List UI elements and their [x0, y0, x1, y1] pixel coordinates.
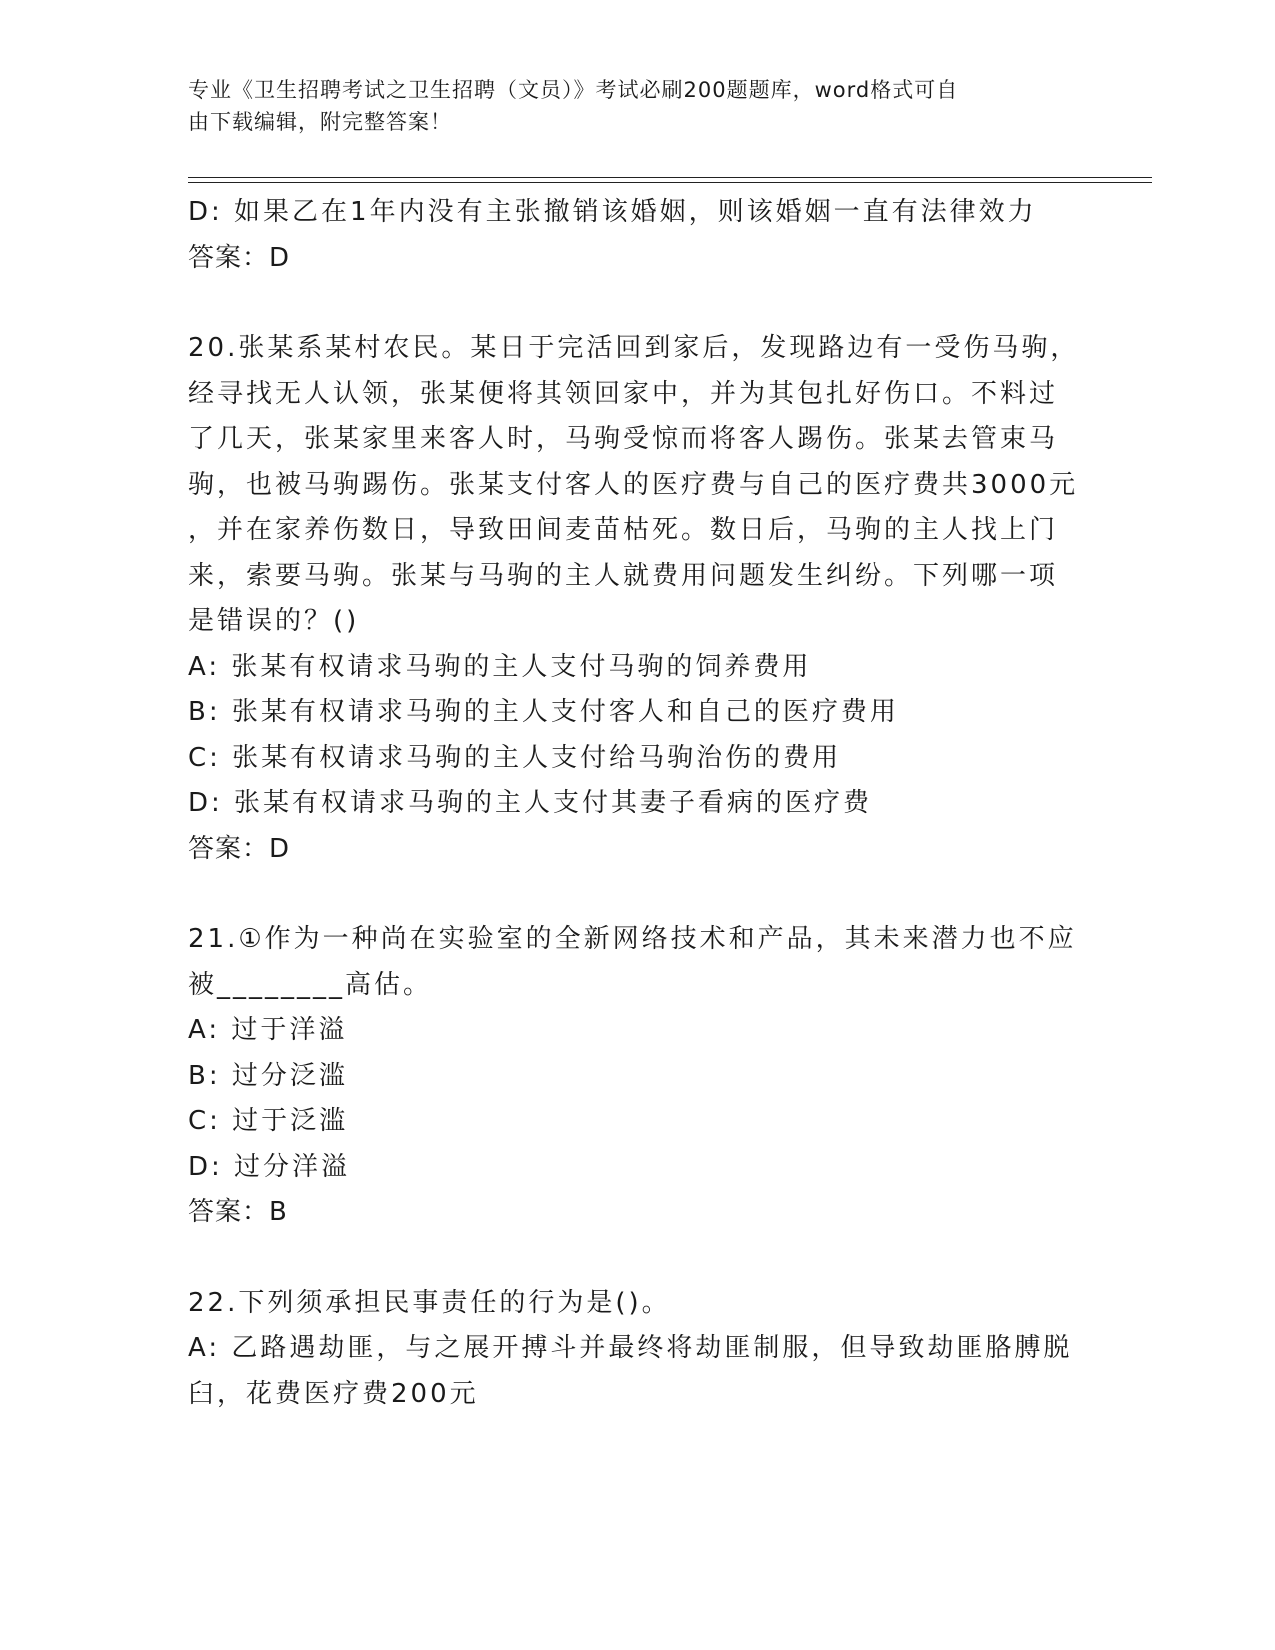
spacer	[188, 1236, 1088, 1281]
question-21	[188, 917, 1088, 1236]
question-stem-line: 22.下列须承担民事责任的行为是()。	[188, 1287, 671, 1318]
answer-line: 答案：D	[188, 833, 291, 864]
option-a: A: 张某有权请求马驹的主人支付马驹的饲养费用	[188, 651, 812, 682]
header-rule-bottom	[188, 182, 1152, 183]
header-line-2: 由下载编辑，附完整答案！	[188, 110, 452, 134]
option-b: B: 过分泛滥	[188, 1060, 348, 1091]
question-stem-line: 驹，也被马驹踢伤。张某支付客人的医疗费与自己的医疗费共3000元	[188, 469, 1079, 500]
question-stem-line: 是错误的？()	[188, 606, 360, 636]
option-c: C: 张某有权请求马驹的主人支付给马驹治伤的费用	[188, 742, 842, 773]
option-a-continued: 臼，花费医疗费200元	[188, 1378, 479, 1409]
question-20	[188, 326, 1088, 872]
question-stem-line: ，并在家养伤数日，导致田间麦苗枯死。数日后，马驹的主人找上门	[188, 515, 1059, 545]
option-b: B: 张某有权请求马驹的主人支付客人和自己的医疗费用	[188, 697, 899, 727]
question-stem-line: 经寻找无人认领，张某便将其领回家中，并为其包扎好伤口。不料过	[188, 378, 1059, 409]
answer-line: 答案：D	[188, 242, 291, 273]
spacer	[188, 872, 1088, 917]
question-stem-line: 20.张某系某村农民。某日于完活回到家后，发现路边有一受伤马驹，	[188, 333, 1080, 363]
option-c: C: 过于泛滥	[188, 1106, 349, 1136]
header-rule-top	[188, 177, 1152, 178]
option-a: A: 乙路遇劫匪，与之展开搏斗并最终将劫匪制服，但导致劫匪胳膊脱	[188, 1333, 1073, 1363]
question-22	[188, 1281, 1088, 1418]
option-d: D: 过分洋溢	[188, 1151, 351, 1182]
document-header	[188, 74, 1088, 138]
question-stem-line: 21.①作为一种尚在实验室的全新网络技术和产品，其未来潜力也不应	[188, 924, 1077, 954]
question-stem-line: 被________高估。	[188, 969, 433, 1000]
answer-line: 答案：B	[188, 1197, 288, 1227]
previous-question-tail	[188, 190, 1088, 281]
question-stem-line: 了几天，张某家里来客人时，马驹受惊而将客人踢伤。张某去管束马	[188, 424, 1059, 454]
option-d: D: 张某有权请求马驹的主人支付其妻子看病的医疗费	[188, 788, 873, 818]
document-body	[188, 190, 1088, 1417]
header-line-1: 专业《卫生招聘考试之卫生招聘（文员）》考试必刷200题题库，word格式可自	[188, 78, 959, 102]
question-stem-line: 来，索要马驹。张某与马驹的主人就费用问题发生纠纷。下列哪一项	[188, 560, 1059, 591]
option-d: D: 如果乙在1年内没有主张撤销该婚姻，则该婚姻一直有法律效力	[188, 197, 1037, 227]
option-a: A: 过于洋溢	[188, 1015, 348, 1045]
spacer	[188, 281, 1088, 326]
